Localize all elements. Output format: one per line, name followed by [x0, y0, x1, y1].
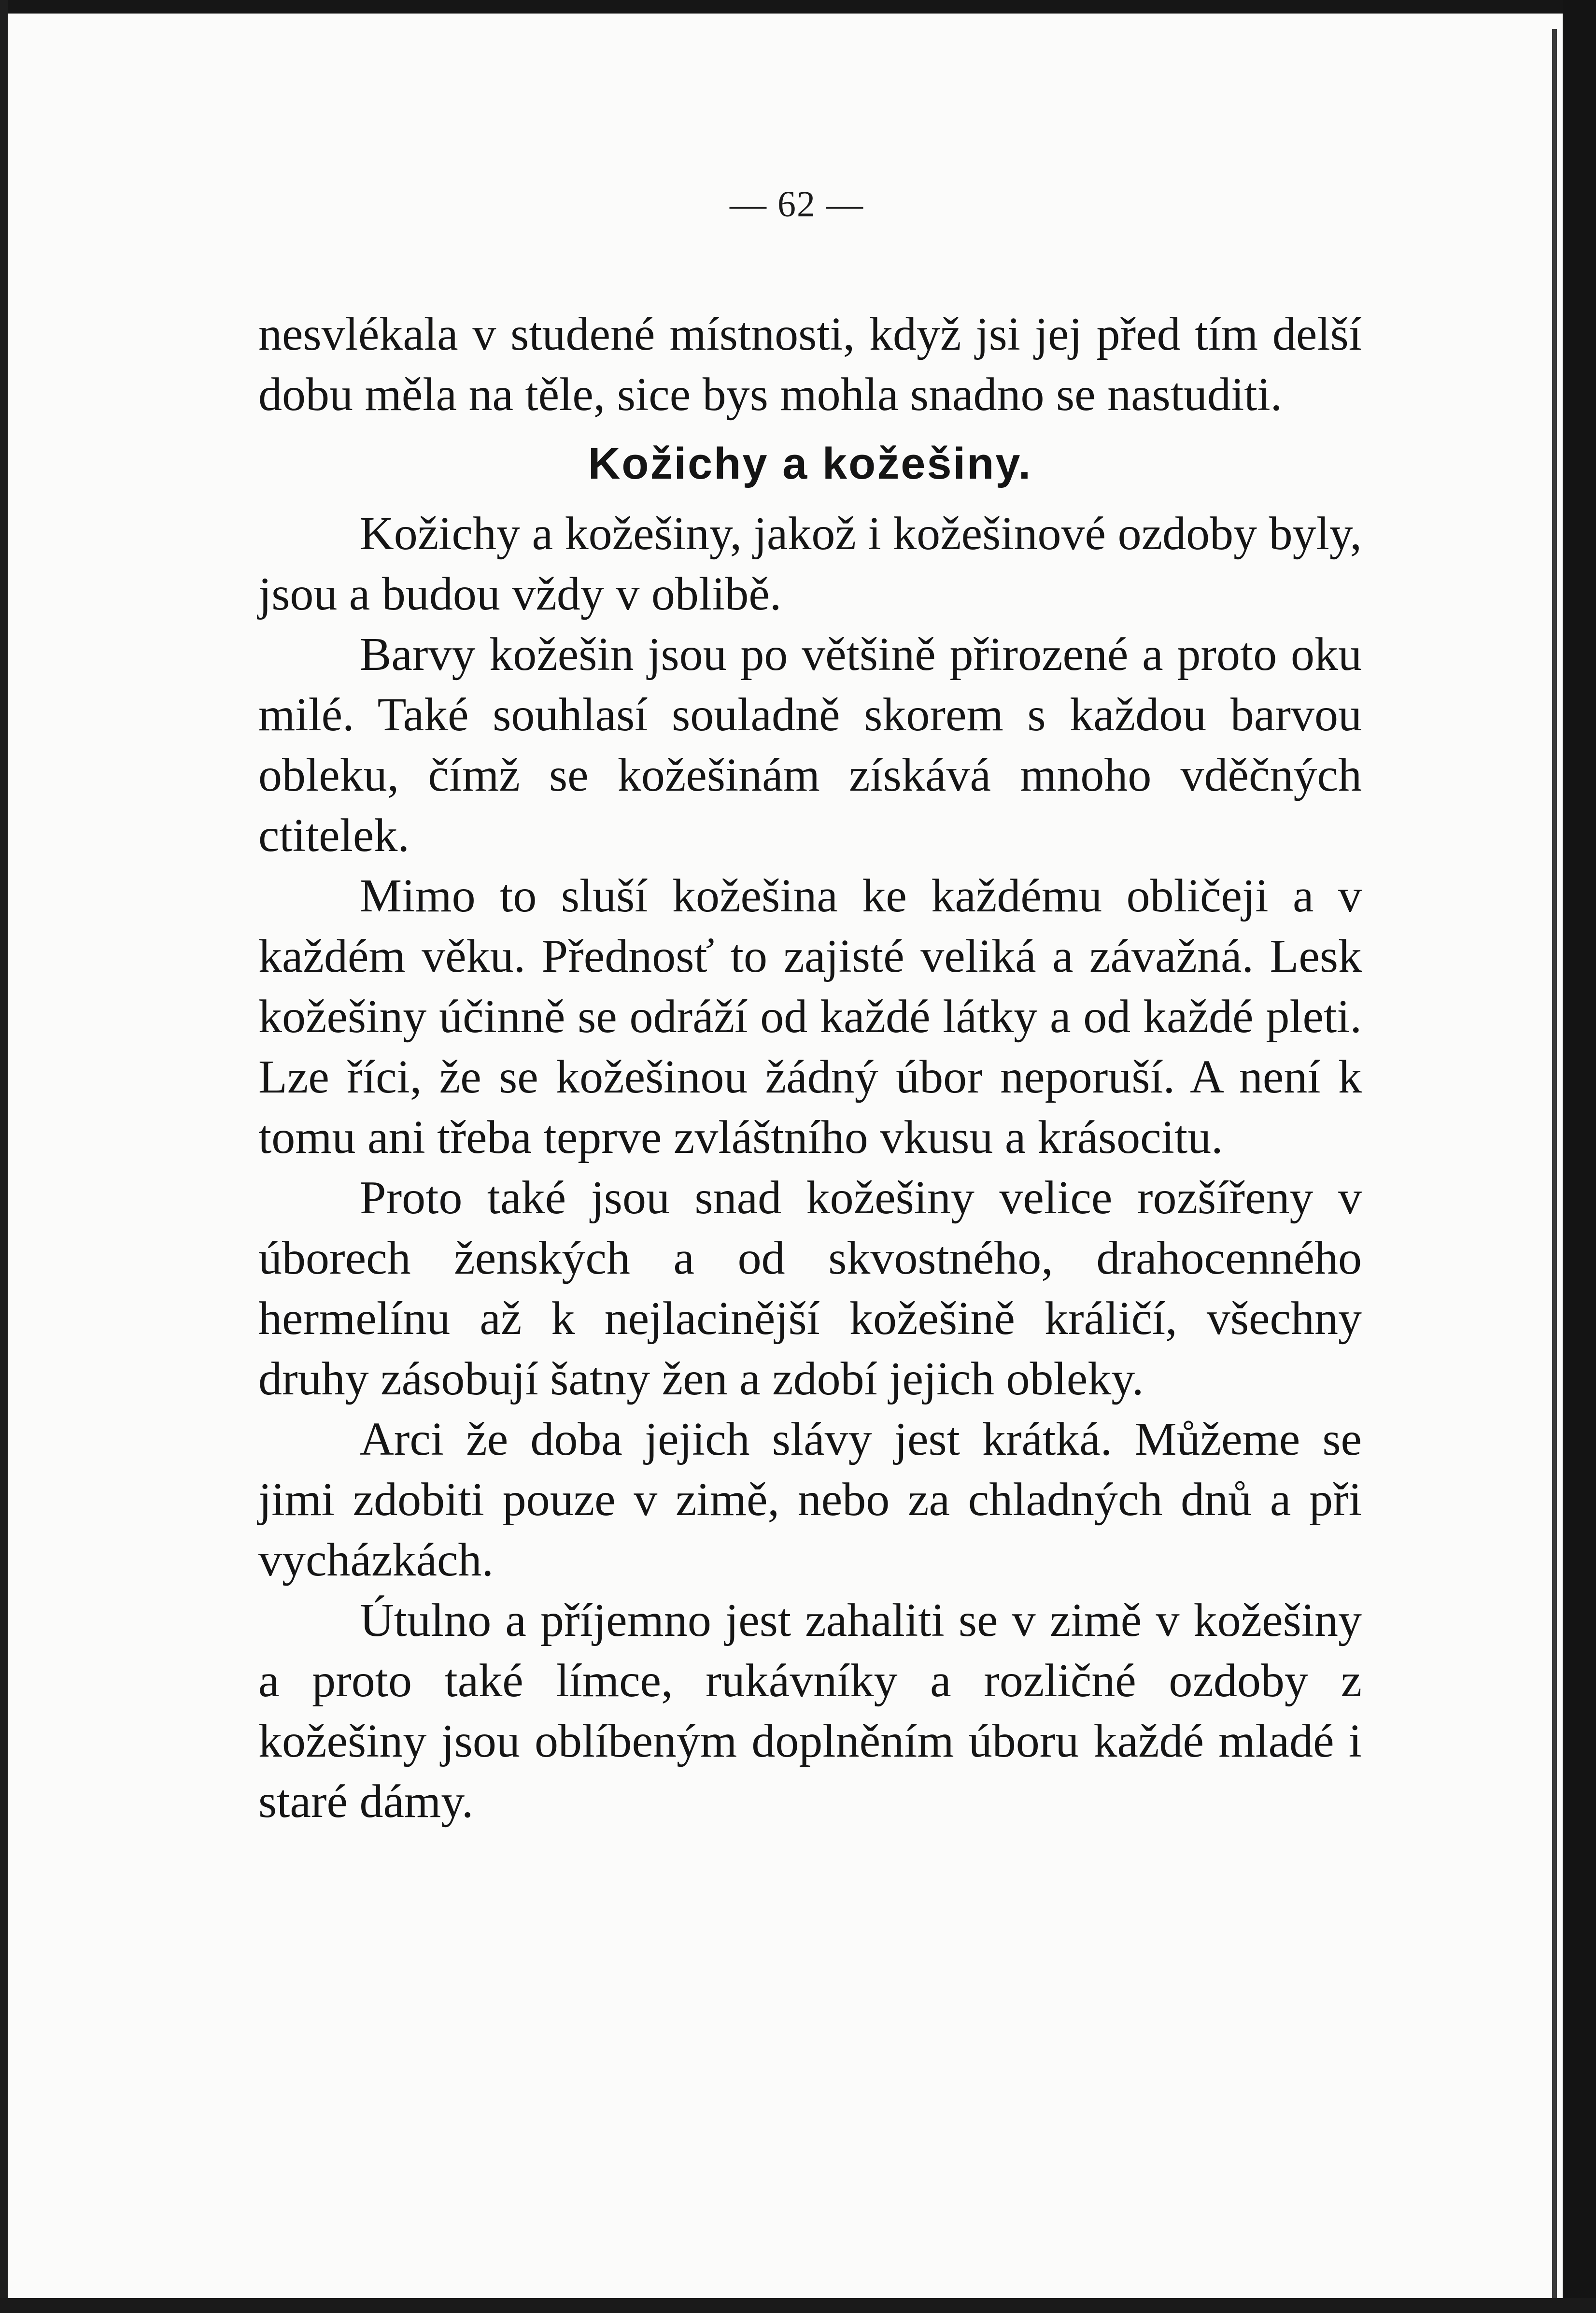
scan-edge-right [1563, 0, 1596, 2313]
intro-continuation: nesvlékala v studené místnosti, když jsi jej před tím delší dobu měla na těle, sice bys mohla snadno se nastuditi. [258, 308, 1362, 421]
scan-edge-top [0, 0, 1596, 14]
scan-edge-left [0, 0, 8, 2313]
paragraph-1: Kožichy a kožešiny, jakož i kožešinové ozdoby byly, jsou a budou vždy v oblibě. [258, 508, 1362, 620]
paragraph-4: Proto také jsou snad kožešiny velice rozšířeny v úborech ženských a od skvostného, drahocenného hermelínu až k nejlacinější kožešině králičí, všechny druhy zásobují šatny žen a zdobí jejich obleky. [258, 1172, 1362, 1405]
paragraph-3: Mimo to sluší kožešina ke každému obličeji a v každém věku. Přednosť to zajisté veliká a závažná. Lesk kožešiny účinně se odráží od každé látky a od každé pleti. Lze říci, že se kožešinou žádný úbor neporuší. A není k tomu ani třeba teprve zvláštního vkusu a krásocitu. [258, 870, 1362, 1164]
scan-edge-right-shadow [1552, 29, 1557, 2299]
body-text [258, 304, 1362, 1832]
page-number: — 62 — [730, 184, 864, 225]
section-heading: Kožichy a kožešiny. [588, 439, 1032, 488]
paragraph-5: Arci že doba jejich slávy jest krátká. Můžeme se jimi zdobiti pouze v zimě, nebo za chladných dnů a při vycházkách. [258, 1413, 1362, 1586]
paragraph-6: Útulno a příjemno jest zahaliti se v zimě v kožešiny a proto také límce, rukávníky a rozličné ozdoby z kožešiny jsou oblíbeným doplněním úboru každé mladé i staré dámy. [258, 1594, 1362, 1828]
paragraph-2: Barvy kožešin jsou po většině přirozené a proto oku milé. Také souhlasí souladně skorem s každou barvou obleku, čímž se kožešinám získává mnoho vděčných ctitelek. [258, 628, 1362, 862]
scan-edge-bottom [0, 2298, 1596, 2313]
